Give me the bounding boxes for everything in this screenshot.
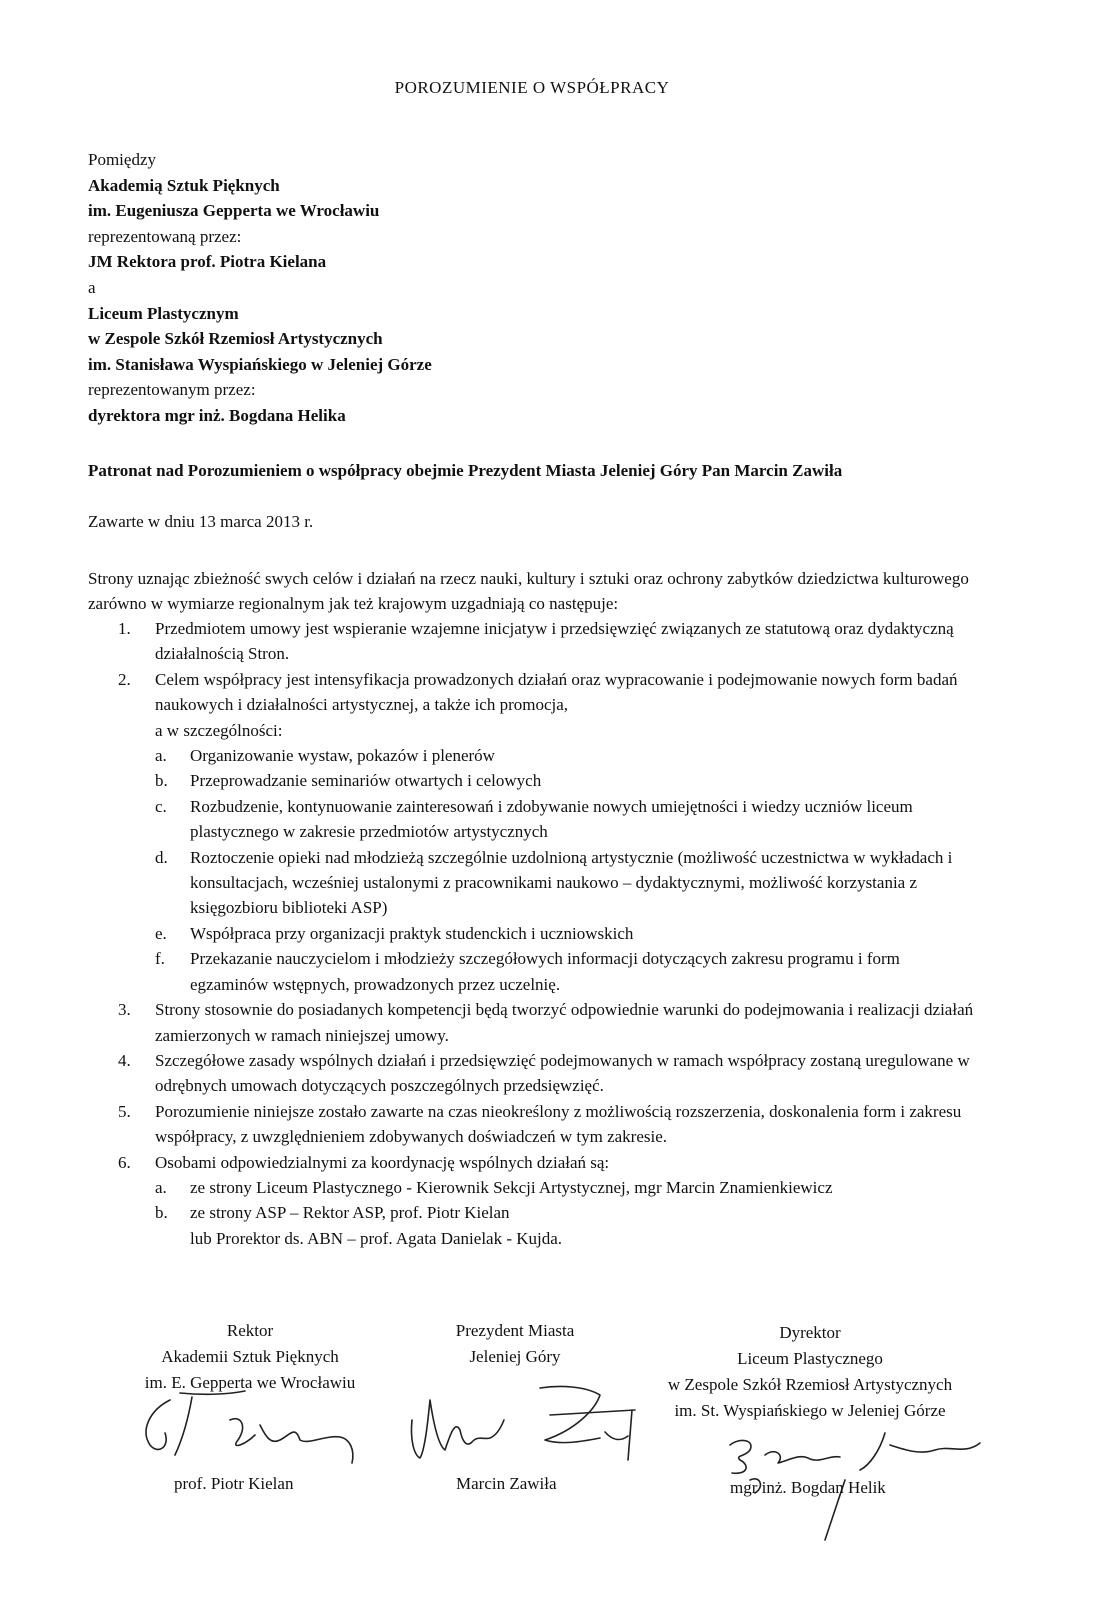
sub-item-a: [155, 1175, 975, 1200]
sub-text: Rozbudzenie, kontynuowanie zainteresowań i zdobywanie nowych umiejętności i wiedzy uczniów liceum plastycznego w zakresie przedmiotów artystycznych: [190, 796, 913, 842]
term-text: Porozumienie niniejsze zostało zawarte na czas nieokreślony z możliwością rozszerzenia, doskonalenia form i zakresu współpracy, z uwzględnieniem zdobywanych doświadczeń w tym zakresie.: [155, 1101, 962, 1147]
signatory-institution: Liceum Plastycznego: [737, 1349, 883, 1368]
parties-intro: Pomiędzy: [88, 150, 156, 169]
party2-represented: reprezentowanym przez:: [88, 380, 256, 400]
term-item-3: [0, 997, 975, 1048]
sub-letter: a.: [155, 1177, 167, 1197]
signatory-city: Jeleniej Góry: [469, 1347, 561, 1366]
sub-item-c: [155, 794, 975, 845]
term-number: 6.: [118, 1152, 131, 1172]
sub-text: ze strony Liceum Plastycznego - Kierownik Sekcji Artystycznej, mgr Marcin Znamienkiewicz: [190, 1177, 833, 1197]
term-item-6: [0, 1150, 975, 1252]
signatory-title: Dyrektor: [779, 1323, 841, 1342]
party2-representative: dyrektora mgr inż. Bogdana Helika: [88, 405, 346, 425]
sub-item-e: [155, 921, 975, 946]
term-item-5: [0, 1099, 975, 1150]
term-text: Strony stosownie do posiadanych kompetencji będą tworzyć odpowiednie warunki do podejmowania i realizacji działań zamierzonych w ramach niniejszej umowy.: [155, 1000, 974, 1045]
sub-letter: e.: [155, 923, 167, 943]
party1-name: Akademią Sztuk Pięknych: [88, 175, 280, 195]
term-text: Przedmiotem umowy jest wspieranie wzajemne inicjatyw i przedsięwzięć związanych ze statutową oraz dydaktyczną działalnością Stron.: [155, 619, 954, 664]
signatory-name-president: Marcin Zawiła: [456, 1474, 557, 1493]
agreement-date: Zawarte w dniu 13 marca 2013 r.: [88, 512, 314, 531]
term-item-1: [0, 616, 975, 667]
parties-block: [88, 147, 432, 429]
party1-name-line2: im. Eugeniusza Gepperta we Wrocławiu: [88, 201, 380, 221]
sub-item-b-continuation: [155, 1226, 975, 1251]
sub-text: Współpraca przy organizacji praktyk studenckich i uczniowskich: [190, 923, 634, 943]
sub-letter: f.: [155, 949, 165, 969]
patronage-statement: Patronat nad Porozumieniem o współpracy obejmie Prezydent Miasta Jeleniej Góry Pan Marcin Zawiła: [88, 461, 843, 480]
sub-item-d: [155, 845, 975, 921]
sub-item-b: [155, 768, 975, 793]
term-number: 5.: [118, 1101, 131, 1121]
signature-block-president: [415, 1318, 615, 1370]
handwritten-signature-rector: [130, 1385, 360, 1475]
term-text-continuation: a w szczególności:: [155, 720, 283, 740]
term-text: Celem współpracy jest intensyfikacja prowadzonych działań oraz wypracowanie i podejmowanie nowych form badań naukowych i działalności artystycznej, a także ich promocja,: [155, 669, 958, 715]
party2-name-line3: im. Stanisława Wyspiańskiego w Jeleniej Górze: [88, 354, 432, 374]
sub-text: Przeprowadzanie seminariów otwartych i celowych: [190, 771, 542, 791]
sub-item-a: [155, 743, 975, 768]
signatory-name-rector: prof. Piotr Kielan: [174, 1474, 294, 1493]
party2-name-line2: w Zespole Szkół Rzemiosł Artystycznych: [88, 329, 383, 349]
signatory-institution-line3: im. St. Wyspiańskiego w Jeleniej Górze: [674, 1401, 946, 1420]
sub-letter: a.: [155, 746, 167, 766]
signatory-name-director: mgr inż. Bogdan Helik: [730, 1478, 886, 1497]
sub-item-b: [155, 1200, 975, 1225]
sub-letter: b.: [155, 771, 168, 791]
party2-name: Liceum Plastycznym: [88, 303, 239, 323]
sub-text: Przekazanie nauczycielom i młodzieży szczegółowych informacji dotyczących zakresu programu i form egzaminów wstępnych, prowadzonych przez uczelnię.: [190, 949, 900, 994]
term-number: 1.: [118, 619, 131, 638]
signature-block-director: [640, 1320, 980, 1424]
term-item-4: [0, 1048, 975, 1099]
parties-conjunction: a: [88, 277, 96, 297]
sub-text: ze strony ASP – Rektor ASP, prof. Piotr Kielan: [190, 1203, 510, 1223]
signatory-institution: Akademii Sztuk Pięknych: [161, 1347, 339, 1366]
term-text: Szczegółowe zasady wspólnych działań i przedsięwzięć podejmowanych w ramach współpracy zostaną uregulowane w odrębnych umowach dotyczących poszczególnych przedsięwzięć.: [155, 1050, 970, 1096]
sub-text: Roztoczenie opieki nad młodzieżą szczególnie uzdolnioną artystycznie (możliwość uczestnictwa w wykładach i konsultacjach, wcześniej ustalonymi z pracownikami naukowo – dydaktycznymi, możliwość korzystania z księgozbioru biblioteki ASP): [190, 847, 953, 918]
term-number: 4.: [118, 1050, 131, 1070]
term-text: Osobami odpowiedzialnymi za koordynację wspólnych działań są:: [155, 1152, 610, 1172]
sub-letter: c.: [155, 796, 167, 816]
sub-text: lub Prorektor ds. ABN – prof. Agata Danielak - Kujda.: [190, 1228, 563, 1248]
term-number: 2.: [118, 669, 131, 689]
terms-list: [0, 616, 1108, 1251]
sub-text: Organizowanie wystaw, pokazów i plenerów: [190, 746, 495, 766]
handwritten-signature-president: [400, 1380, 660, 1470]
sub-item-f: [155, 946, 975, 997]
signatory-title: Rektor: [226, 1321, 274, 1340]
sub-letter: b.: [155, 1203, 168, 1223]
term-number: 3.: [118, 1000, 131, 1020]
sub-letter: d.: [155, 847, 168, 867]
document-title: POROZUMIENIE O WSPÓŁPRACY: [394, 78, 670, 97]
party1-represented: reprezentowaną przez:: [88, 226, 242, 246]
signatory-title: Prezydent Miasta: [455, 1321, 575, 1340]
party1-representative: JM Rektora prof. Piotra Kielana: [88, 252, 327, 272]
signatory-institution-line2: im. E. Gepperta we Wrocławiu: [144, 1373, 356, 1392]
signatory-institution-line2: w Zespole Szkół Rzemiosł Artystycznych: [667, 1375, 953, 1394]
term-item-2: [0, 667, 975, 997]
intro-paragraph: Strony uznając zbieżność swych celów i działań na rzecz nauki, kultury i sztuki oraz ochrony zabytków dziedzictwa kulturowego zarówno w wymiarze regionalnym jak też krajowym uzgadniają co następuje:: [88, 569, 969, 613]
